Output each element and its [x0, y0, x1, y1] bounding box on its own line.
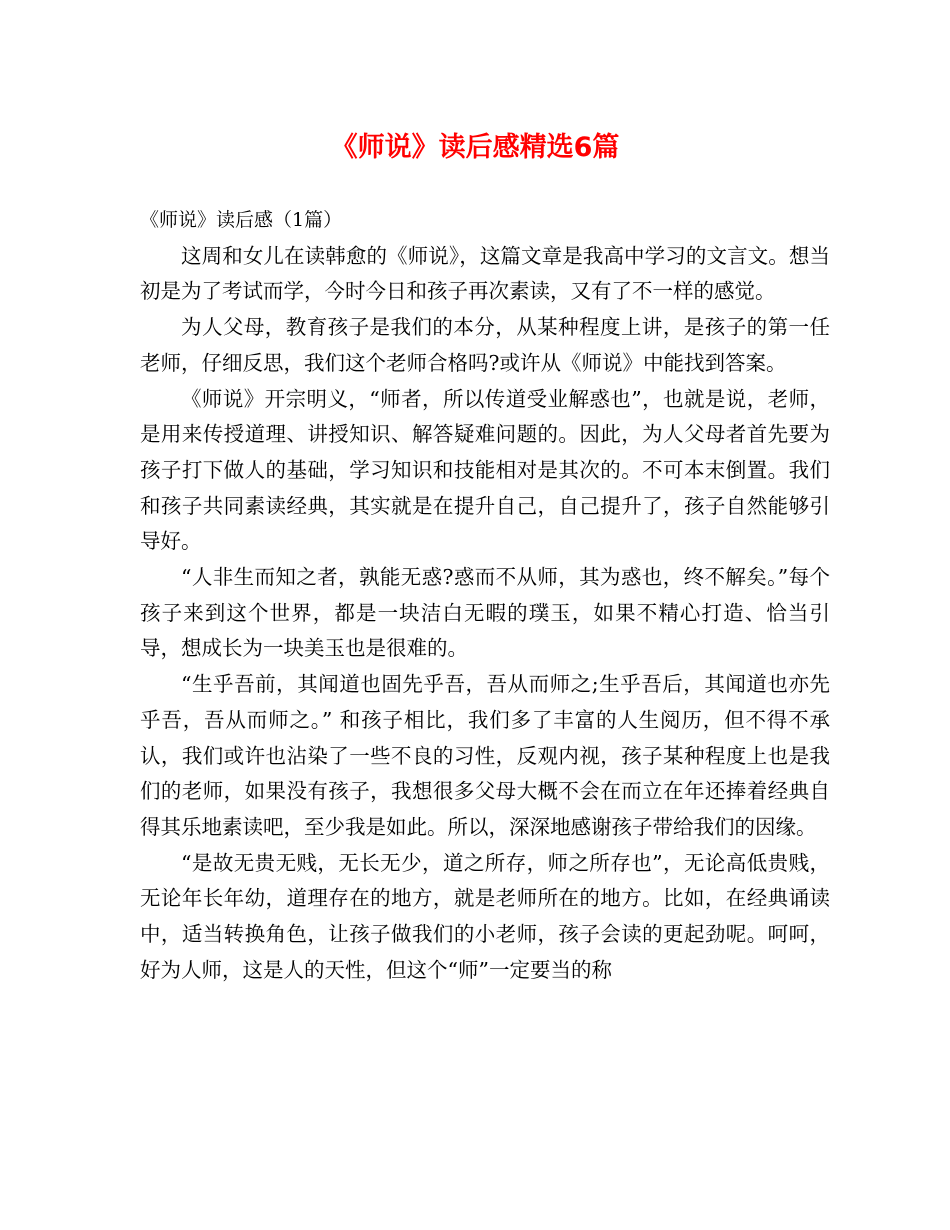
paragraph-3: 《师说》开宗明义，“师者，所以传道受业解惑也”，也就是说，老师，是用来传授道理、讲授知识、解答疑难问题的。因此，为人父母者首先要为孩子打下做人的基础，学习知识和技能相对是其次的。不可本末倒置。我们和孩子共同素读经典，其实就是在提升自己，自己提升了，孩子自然能够引导好。: [140, 386, 830, 554]
paragraph-2: 为人父母，教育孩子是我们的本分，从某种程度上讲，是孩子的第一任老师，仔细反思，我们这个老师合格吗?或许从《师说》中能找到答案。: [140, 315, 830, 375]
document-title: 《师说》读后感精选6篇: [330, 132, 620, 163]
paragraph-1: 这周和女儿在读韩愈的《师说》，这篇文章是我高中学习的文言文。想当初是为了考试而学，今时今日和孩子再次素读，又有了不一样的感觉。: [140, 243, 830, 304]
document-body: [140, 203, 830, 988]
section-subheading: 《师说》读后感（1篇）: [140, 209, 343, 231]
paragraph-5: “生乎吾前，其闻道也固先乎吾，吾从而师之;生乎吾后，其闻道也亦先乎吾，吾从而师之。” 和孩子相比，我们多了丰富的人生阅历，但不得不承认，我们或许也沾染了一些不良的习性，反观内视，孩子某种程度上也是我们的老师，如果没有孩子，我想很多父母大概不会在而立在年还捧着经典自得其乐地素读吧，至少我是如此。所以，深深地感谢孩子带给我们的因缘。: [140, 672, 830, 839]
paragraph-6: “是故无贵无贱，无长无少，道之所存，师之所存也”，无论高低贵贱，无论年长年幼，道理存在的地方，就是老师所在的地方。比如，在经典诵读中，适当转换角色，让孩子做我们的小老师，孩子会读的更起劲呢。呵呵，好为人师，这是人的天性，但这个“师”一定要当的称: [140, 850, 830, 982]
paragraph-4: “人非生而知之者，孰能无惑?惑而不从师，其为惑也，终不解矣。”每个孩子来到这个世界，都是一块洁白无暇的璞玉，如果不精心打造、恰当引导，想成长为一块美玉也是很难的。: [140, 565, 830, 661]
